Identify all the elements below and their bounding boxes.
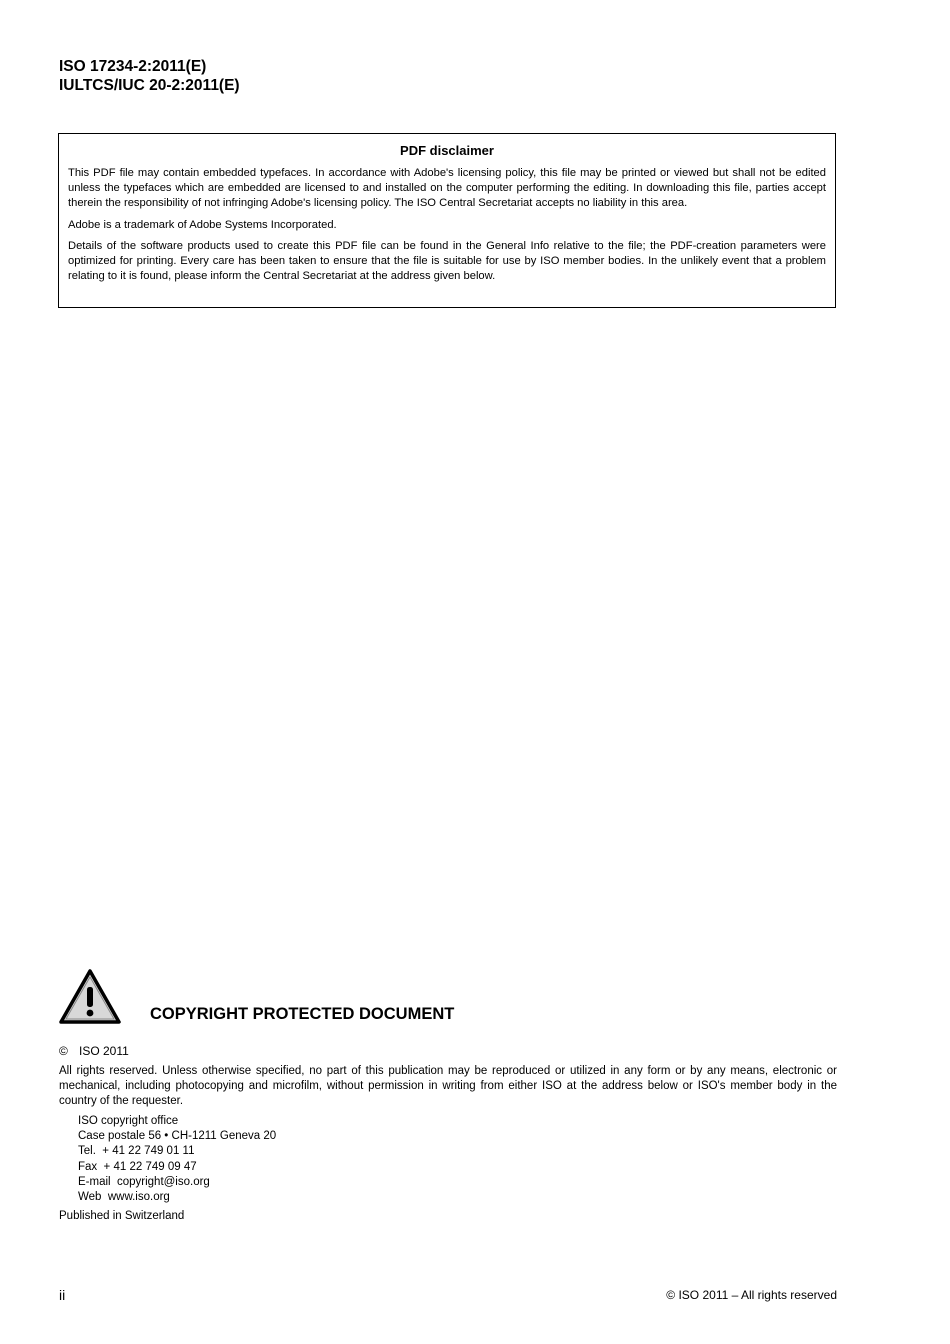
footer-copyright: © ISO 2011 – All rights reserved [666, 1288, 837, 1302]
disclaimer-paragraph-1: This PDF file may contain embedded typefaces. In accordance with Adobe's licensing policy, this file may be printed or viewed but shall not be edited unless the typefaces which are embedded are licensed to and installed on the computer performing the editing. In downloading this file, parties accept therein the responsibility of not infringing Adobe's licensing policy. The ISO Central Secretariat accepts no liability in this area. [68, 167, 826, 210]
published-in: Published in Switzerland [59, 1210, 185, 1222]
address-line: Fax + 41 22 749 09 47 [78, 1160, 197, 1173]
warning-icon [58, 968, 122, 1026]
disclaimer-title: PDF disclaimer [400, 143, 494, 158]
copyright-title: COPYRIGHT PROTECTED DOCUMENT [150, 1005, 455, 1023]
rights-statement: All rights reserved. Unless otherwise specified, no part of this publication may be reproduced or utilized in any form or by any means, electronic or mechanical, including photocopying and microfilm, without permission in writing from either ISO at the address below or ISO's member body in the country of the requester. [59, 1065, 837, 1108]
address-line: ISO copyright office [78, 1115, 179, 1127]
pdf-disclaimer-box [58, 133, 836, 308]
address-line: Case postale 56 • CH-1211 Geneva 20 [78, 1130, 277, 1143]
standard-number: ISO 17234-2:2011(E) [59, 58, 207, 75]
disclaimer-paragraph-3: Details of the software products used to create this PDF file can be found in the General Info relative to the file; the PDF-creation parameters were optimized for printing. Every care has been taken to ensure that the file is suitable for use by ISO member bodies. In the unlikely event that a problem relating to it is found, please inform the Central Secretariat at the address given below. [68, 239, 826, 283]
address-line: Tel. + 41 22 749 01 11 [78, 1145, 195, 1158]
copyright-year-line [59, 1044, 129, 1058]
iultcs-number: IULTCS/IUC 20-2:2011(E) [59, 77, 240, 94]
copyright-year: ISO 2011 [79, 1044, 129, 1058]
address-line: Web www.iso.org [78, 1191, 170, 1204]
copyright-symbol: © [59, 1044, 68, 1058]
address-line: E-mail copyright@iso.org [78, 1175, 210, 1188]
page-number: ii [59, 1287, 66, 1303]
disclaimer-paragraph-2: Adobe is a trademark of Adobe Systems Incorporated. [68, 218, 337, 231]
document-header [59, 57, 240, 95]
copyright-office-address [78, 1114, 276, 1205]
